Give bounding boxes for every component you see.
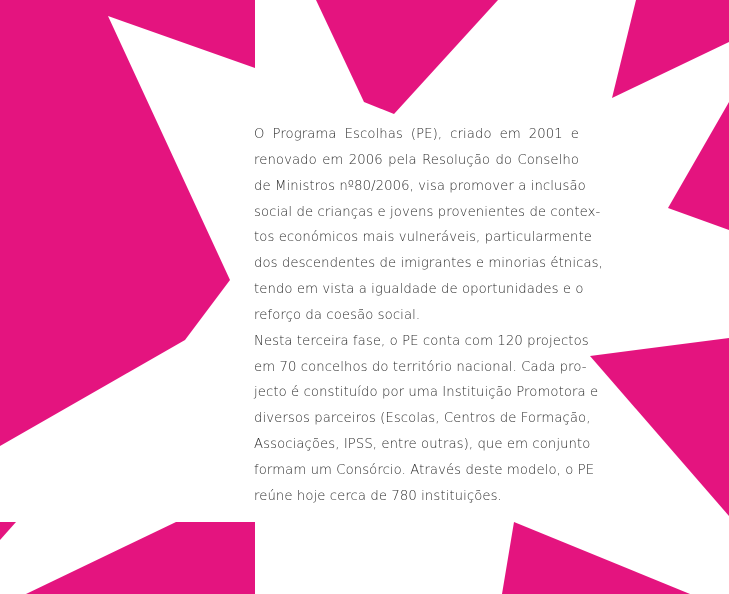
text-line: tendo em vista a igualdade de oportunidades e o [254, 282, 584, 298]
magenta-shape-right-lower [590, 338, 729, 516]
magenta-shape-top-right [612, 0, 729, 98]
text-line: reúne hoje cerca de 780 instituições. [254, 488, 502, 504]
text-line: renovado em 2006 pela Resolução do Conselho [254, 152, 579, 168]
text-line: O Programa Escolhas (PE), criado em 2001 e [254, 127, 579, 142]
text-line: dos descendentes de imigrantes e minorias étnicas, [254, 256, 603, 272]
text-line: de Ministros nº80/2006, visa promover a inclusão [254, 178, 586, 194]
magenta-shape-bottom-left [26, 522, 255, 594]
text-line: em 70 concelhos do território nacional. Cada pro- [254, 359, 587, 375]
text-line: reforço da coesão social. [254, 307, 421, 323]
magenta-shape-bottom-right [502, 522, 690, 594]
text-line: Nesta terceira fase, o PE conta com 120 projectos [254, 333, 589, 349]
text-line: diversos parceiros (Escolas, Centros de Formação, [254, 411, 591, 427]
text-line: Associações, IPSS, entre outras), que em conjunto [254, 437, 591, 453]
text-line: jecto é constituído por uma Instituição Promotora e [254, 385, 599, 401]
magenta-shape-bottom-left-corner [0, 522, 16, 540]
magenta-shape-right-middle [668, 102, 729, 230]
text-line: formam um Consórcio. Através deste modelo, o PE [254, 462, 595, 478]
text-line: social de crianças e jovens provenientes de contex- [254, 204, 601, 220]
text-line: tos económicos mais vulneráveis, particularmente [254, 230, 592, 246]
body-paragraphs [254, 122, 603, 510]
magenta-shape-left [0, 0, 255, 446]
magenta-shape-top-center [316, 0, 498, 114]
